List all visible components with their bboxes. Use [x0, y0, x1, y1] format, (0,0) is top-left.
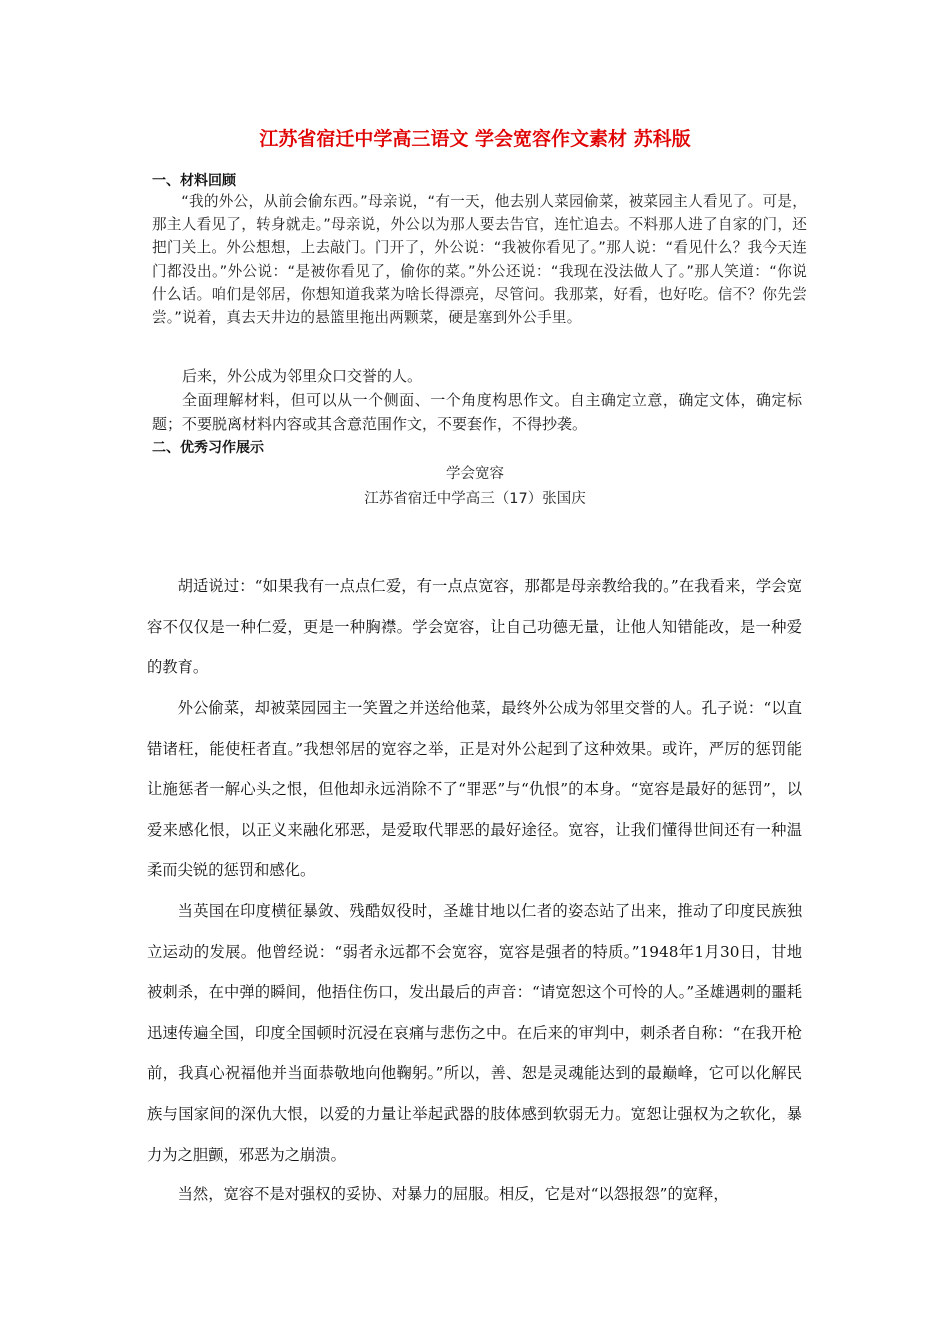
material-text: “我的外公，从前会偷东西。”母亲说，“有一天，他去别人菜园偷菜，被菜园主人看见了。可是，那主人看见了，转身就走。”母亲说，外公以为那人要去告官，连忙追去。不料那人进了自家的门，还把门关上。外公想想，上去敲门。门开了，外公说：“我被你看见了。”那人说：“看见什么？我今天连门都没出。”外公说：“是被你看见了，偷你的菜。”外公还说：“我现在没法做人了。”那人笑道：“你说什么话。咱们是邻居，你想知道我菜为啥长得漂亮，尽管问。我那菜，好看，也好吃。信不？你先尝尝。”说着，真去天井边的悬篮里拖出两颗菜，硬是塞到外公手里。 [152, 193, 807, 327]
material-later-line: 后来，外公成为邻里众口交誉的人。 [182, 367, 423, 385]
essay-paragraph-4: 当然，宽容不是对强权的妥协、对暴力的屈服。相反，它是对“以怨报怨”的宽释， [177, 1185, 729, 1203]
essay-paragraph-2: 外公偷菜，却被菜园园主一笑置之并送给他菜，最终外公成为邻里交誉的人。孔子说：“以直错诸枉，能使枉者直。”我想邻居的宽容之举，正是对外公起到了这种效果。或许，严厉的惩罚能让施惩者一解心头之恨，但他却永远消除不了“罪恶”与“仇恨”的本身。“宽容是最好的惩罚”，以爱来感化恨，以正义来融化邪恶，是爱取代罪恶的最好途径。宽容，让我们懂得世间还有一种温柔而尖锐的惩罚和感化。 [147, 699, 802, 880]
writing-instruction: 全面理解材料，但可以从一个侧面、一个角度构思作文。自主确定立意，确定文体，确定标题；不要脱离材料内容或其含意范围作文，不要套作，不得抄袭。 [152, 391, 802, 433]
section-heading-material-review: 一、材料回顾 [152, 173, 236, 189]
essay-author: 江苏省宿迁中学高三（17）张国庆 [364, 491, 586, 507]
essay-paragraph-3: 当英国在印度横征暴敛、残酷奴役时，圣雄甘地以仁者的姿态站了出来，推动了印度民族独立运动的发展。他曾经说：“弱者永远都不会宽容，宽容是强者的特质。”1948年1月30日，甘地被刺杀，在中弹的瞬间，他捂住伤口，发出最后的声音：“请宽恕这个可怜的人。”圣雄遇刺的噩耗迅速传遍全国，印度全国顿时沉浸在哀痛与悲伤之中。在后来的审判中，刺杀者自称：“在我开枪前，我真心祝福他并当面恭敬地向他鞠躬。”所以，善、恕是灵魂能达到的最巅峰，它可以化解民族与国家间的深仇大恨，以爱的力量让举起武器的肢体感到软弱无力。宽恕让强权为之软化，暴力为之胆颤，邪恶为之崩溃。 [147, 902, 802, 1164]
section-heading-excellent-essay: 二、优秀习作展示 [152, 440, 264, 456]
essay-title: 学会宽容 [446, 466, 504, 482]
essay-paragraph-1: 胡适说过：“如果我有一点点仁爱，有一点点宽容，那都是母亲教给我的。”在我看来，学会宽容不仅仅是一种仁爱，更是一种胸襟。学会宽容，让自己功德无量，让他人知错能改，是一种爱的教育。 [147, 577, 802, 677]
document-title: 江苏省宿迁中学高三语文 学会宽容作文素材 苏科版 [259, 128, 691, 150]
